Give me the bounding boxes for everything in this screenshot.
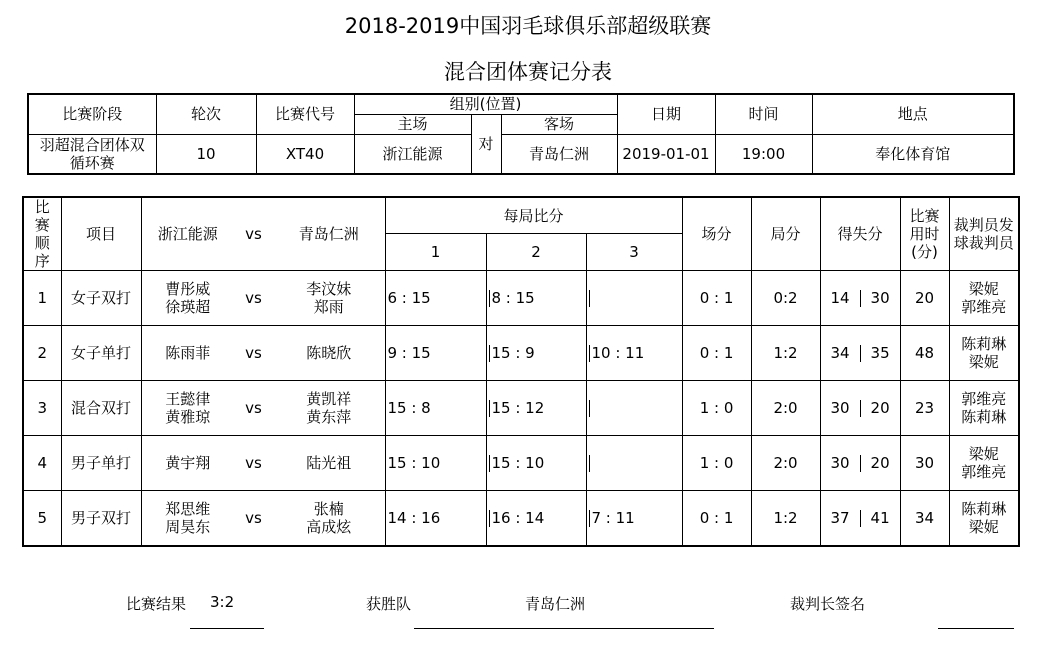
header-venue: 地点 (812, 94, 1014, 134)
game-score-text: 15 : 9 (491, 344, 535, 362)
header-event: 项目 (61, 197, 141, 271)
game-score-text: 7 : 11 (591, 508, 635, 527)
header-game-3: 3 (586, 234, 682, 271)
game-score-text: 9 : 15 (387, 344, 431, 362)
points-for: 14 (830, 289, 850, 307)
row-game-3-score (586, 326, 682, 381)
header-vs: 对 (471, 114, 501, 174)
row-order: 5 (23, 491, 61, 546)
row-vs: vs (234, 491, 273, 546)
row-duration: 23 (900, 381, 949, 436)
header-game-scores: 每局比分 (385, 197, 682, 234)
points-divider (860, 510, 861, 527)
row-umpires: 梁妮 郭维亮 (949, 271, 1019, 326)
row-game-1-score (385, 381, 486, 436)
row-duration: 30 (900, 436, 949, 491)
points-against: 41 (870, 508, 890, 527)
row-umpires: 陈莉琳 梁妮 (949, 491, 1019, 546)
result-label: 比赛结果 (126, 595, 187, 613)
row-game-points: 2:0 (751, 436, 820, 491)
game-score-text: 14 : 16 (387, 508, 441, 527)
game-score-text: 6 : 15 (387, 289, 431, 307)
row-game-3-score (586, 381, 682, 436)
row-match-points: 0 : 1 (682, 271, 751, 326)
sheet-subtitle: 混合团体赛记分表 (444, 60, 612, 84)
score-divider (489, 510, 490, 527)
score-divider (589, 290, 590, 307)
points-for: 34 (830, 344, 850, 362)
row-home-players: 王懿律 黄雅琼 (141, 381, 234, 436)
row-duration: 20 (900, 271, 949, 326)
row-event: 男子单打 (61, 436, 141, 491)
winner-label: 获胜队 (366, 595, 412, 613)
row-order: 1 (23, 271, 61, 326)
row-event: 混合双打 (61, 381, 141, 436)
row-game-1-score (385, 326, 486, 381)
points-divider (860, 400, 861, 417)
row-umpires: 陈莉琳 梁妮 (949, 326, 1019, 381)
header-time: 时间 (715, 94, 812, 134)
score-divider (589, 455, 590, 472)
game-score-text: 16 : 14 (491, 508, 545, 527)
row-match-points: 1 : 0 (682, 381, 751, 436)
score-divider (489, 455, 490, 472)
score-divider (489, 345, 490, 362)
header-group: 组别(位置) (354, 94, 617, 114)
row-vs: vs (234, 381, 273, 436)
value-venue: 奉化体育馆 (812, 134, 1014, 174)
row-game-points: 1:2 (751, 326, 820, 381)
value-away: 青岛仁洲 (501, 134, 617, 174)
row-home-players: 曹彤威 徐瑛超 (141, 271, 234, 326)
referee-label: 裁判长签名 (790, 595, 866, 613)
header-order: 比赛顺序 (23, 197, 61, 271)
row-game-points: 1:2 (751, 491, 820, 546)
value-stage: 羽超混合团体双循环赛 (28, 134, 156, 174)
row-event: 男子双打 (61, 491, 141, 546)
game-score-text: 15 : 8 (387, 399, 431, 417)
table-row (23, 271, 1019, 326)
value-time: 19:00 (715, 134, 812, 174)
row-order: 4 (23, 436, 61, 491)
result-value: 3:2 (210, 593, 235, 611)
row-game-2-score (486, 381, 586, 436)
row-home-players: 黄宇翔 (141, 436, 234, 491)
result-signature-line (190, 628, 264, 629)
winner-value: 青岛仁洲 (525, 595, 586, 613)
row-points (820, 491, 900, 546)
row-away-players: 黄凯祥 黄东萍 (273, 381, 385, 436)
value-round: 10 (156, 134, 256, 174)
game-score-text: 15 : 10 (491, 454, 545, 472)
row-match-points: 0 : 1 (682, 326, 751, 381)
row-home-players: 陈雨菲 (141, 326, 234, 381)
row-umpires: 郭维亮 陈莉琳 (949, 381, 1019, 436)
game-score-text: 8 : 15 (491, 289, 535, 307)
row-away-players: 李汶妹 郑雨 (273, 271, 385, 326)
row-points (820, 381, 900, 436)
row-home-players: 郑思维 周昊东 (141, 491, 234, 546)
points-divider (860, 455, 861, 472)
row-game-1-score (385, 491, 486, 546)
table-row (23, 381, 1019, 436)
points-divider (860, 345, 861, 362)
row-game-points: 2:0 (751, 381, 820, 436)
game-score-text: 10 : 11 (591, 344, 645, 362)
row-match-points: 1 : 0 (682, 436, 751, 491)
header-round: 轮次 (156, 94, 256, 134)
game-score-text: 15 : 12 (491, 399, 545, 417)
header-duration: 比赛用时(分) (900, 197, 949, 271)
row-vs: vs (234, 271, 273, 326)
row-event: 女子单打 (61, 326, 141, 381)
points-against: 35 (870, 344, 890, 362)
row-game-2-score (486, 436, 586, 491)
referee-signature-line (938, 628, 1014, 629)
header-home: 主场 (354, 114, 471, 134)
row-game-3-score (586, 271, 682, 326)
points-for: 37 (830, 508, 850, 527)
header-points: 得失分 (820, 197, 900, 271)
header-home-team: 浙江能源 (141, 197, 234, 271)
row-away-players: 陆光祖 (273, 436, 385, 491)
row-event: 女子双打 (61, 271, 141, 326)
header-date: 日期 (617, 94, 715, 134)
row-game-2-score (486, 326, 586, 381)
row-points (820, 436, 900, 491)
score-divider (489, 400, 490, 417)
row-match-points: 0 : 1 (682, 491, 751, 546)
row-game-points: 0:2 (751, 271, 820, 326)
points-divider (860, 290, 861, 307)
row-vs: vs (234, 436, 273, 491)
row-game-3-score (586, 436, 682, 491)
table-row (23, 326, 1019, 381)
points-for: 30 (830, 399, 850, 417)
row-game-3-score (586, 491, 682, 546)
value-home: 浙江能源 (354, 134, 471, 174)
points-against: 20 (870, 399, 890, 417)
row-vs: vs (234, 326, 273, 381)
value-code: XT40 (256, 134, 354, 174)
game-score-text: 15 : 10 (387, 454, 441, 472)
header-stage: 比赛阶段 (28, 94, 156, 134)
score-divider (589, 400, 590, 417)
row-points (820, 326, 900, 381)
header-game-points: 局分 (751, 197, 820, 271)
points-for: 30 (830, 454, 850, 472)
table-row (23, 436, 1019, 491)
row-points (820, 271, 900, 326)
header-game-1: 1 (385, 234, 486, 271)
match-info-table (27, 93, 1015, 175)
points-against: 30 (870, 289, 890, 307)
row-game-1-score (385, 271, 486, 326)
header-game-2: 2 (486, 234, 586, 271)
sheet-title: 2018-2019中国羽毛球俱乐部超级联赛 (344, 14, 712, 38)
row-game-2-score (486, 491, 586, 546)
row-duration: 48 (900, 326, 949, 381)
header-umpires: 裁判员发球裁判员 (949, 197, 1019, 271)
match-score-table (22, 196, 1020, 547)
row-order: 3 (23, 381, 61, 436)
header-code: 比赛代号 (256, 94, 354, 134)
header-vs: vs (234, 197, 273, 271)
value-date: 2019-01-01 (617, 134, 715, 174)
header-away-team: 青岛仁洲 (273, 197, 385, 271)
header-match-points: 场分 (682, 197, 751, 271)
winner-signature-line (414, 628, 714, 629)
row-game-2-score (486, 271, 586, 326)
score-divider (489, 290, 490, 307)
row-away-players: 陈晓欣 (273, 326, 385, 381)
header-away: 客场 (501, 114, 617, 134)
points-against: 20 (870, 454, 890, 472)
score-divider (589, 510, 590, 527)
score-divider (589, 345, 590, 362)
table-row (23, 491, 1019, 546)
row-duration: 34 (900, 491, 949, 546)
row-umpires: 梁妮 郭维亮 (949, 436, 1019, 491)
row-game-1-score (385, 436, 486, 491)
row-order: 2 (23, 326, 61, 381)
row-away-players: 张楠 高成炫 (273, 491, 385, 546)
